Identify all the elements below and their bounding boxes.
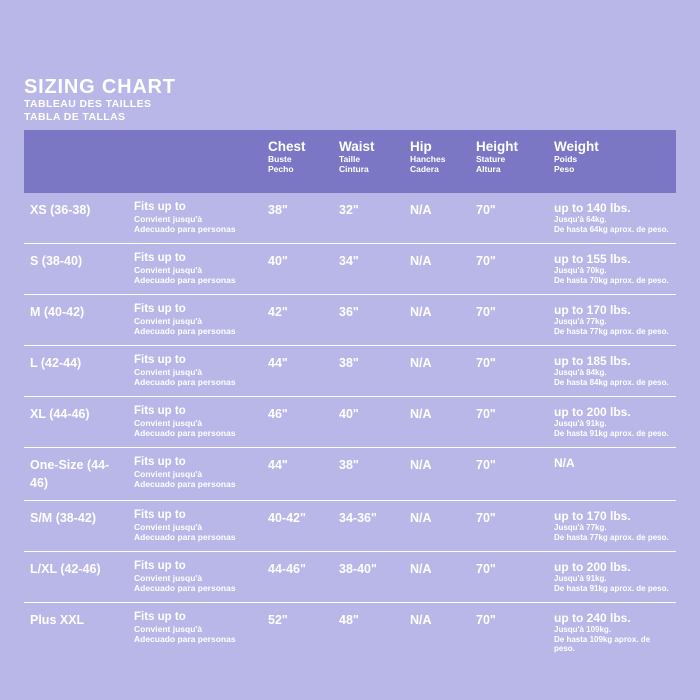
table-row: [24, 603, 676, 662]
weight-en: up to 185 lbs.: [554, 354, 631, 368]
fits-text-es: Adecuado para personas: [134, 326, 236, 336]
cell-hip-value: N/A: [410, 407, 432, 421]
weight-en: up to 140 lbs.: [554, 201, 631, 215]
cell-chest-value: 44": [268, 458, 288, 472]
table-row: [24, 448, 676, 501]
fits-text-es: Adecuado para personas: [134, 583, 236, 593]
cell-chest: [262, 193, 333, 244]
weight-en: up to 170 lbs.: [554, 303, 631, 317]
cell-waist: [333, 501, 404, 552]
cell-hip-value: N/A: [410, 203, 432, 217]
cell-fits-up-to: [128, 244, 262, 295]
weight-en: up to 200 lbs.: [554, 560, 631, 574]
cell-hip: [404, 552, 470, 603]
cell-weight: [548, 552, 676, 603]
weight-fr: Jusqu'à 91kg.: [554, 574, 607, 583]
weight-es: De hasta 91kg aprox. de peso.: [554, 428, 669, 438]
cell-height: [470, 603, 548, 662]
cell-height: [470, 244, 548, 295]
weight-es: De hasta 64kg aprox. de peso.: [554, 224, 669, 234]
table-row: [24, 397, 676, 448]
cell-size: [24, 295, 128, 346]
weight-en: up to 240 lbs.: [554, 611, 631, 625]
cell-height-value: 70": [476, 356, 496, 370]
size-label: Plus XXL: [30, 613, 85, 627]
sizing-table: [24, 130, 676, 662]
cell-waist-value: 38-40": [339, 562, 377, 576]
cell-weight: [548, 193, 676, 244]
fits-text-fr: Convient jusqu'à: [134, 367, 203, 377]
column-header-hip: Hip Hanches Cadera: [404, 130, 470, 193]
size-label: S/M (38-42): [30, 511, 96, 525]
cell-waist: [333, 552, 404, 603]
fits-text-es: Adecuado para personas: [134, 532, 236, 542]
cell-hip-value: N/A: [410, 562, 432, 576]
column-header-weight: Weight Poids Peso: [548, 130, 676, 193]
cell-chest-value: 46": [268, 407, 288, 421]
cell-height: [470, 193, 548, 244]
fits-text-en: Fits up to: [134, 252, 186, 264]
cell-height: [470, 346, 548, 397]
cell-chest-value: 52": [268, 613, 288, 627]
fits-text-en: Fits up to: [134, 303, 186, 315]
size-label: L/XL (42-46): [30, 562, 101, 576]
fits-text-fr: Convient jusqu'à: [134, 522, 203, 532]
fits-text-es: Adecuado para personas: [134, 275, 236, 285]
size-label: M (40-42): [30, 305, 85, 319]
weight-en: up to 170 lbs.: [554, 509, 631, 523]
cell-hip-value: N/A: [410, 458, 432, 472]
cell-hip: [404, 193, 470, 244]
fits-text-en: Fits up to: [134, 405, 186, 417]
table-row: [24, 295, 676, 346]
chart-title-block: [18, 62, 682, 130]
fits-text-en: Fits up to: [134, 456, 186, 468]
cell-waist: [333, 193, 404, 244]
cell-hip-value: N/A: [410, 305, 432, 319]
cell-chest: [262, 244, 333, 295]
cell-size: [24, 193, 128, 244]
cell-weight: [548, 448, 676, 501]
weight-es: De hasta 77kg aprox. de peso.: [554, 532, 669, 542]
cell-fits-up-to: [128, 193, 262, 244]
cell-fits-up-to: [128, 346, 262, 397]
cell-height-value: 70": [476, 613, 496, 627]
weight-fr: Jusqu'à 77kg.: [554, 317, 607, 326]
table-row: [24, 193, 676, 244]
fits-text-es: Adecuado para personas: [134, 428, 236, 438]
cell-hip: [404, 346, 470, 397]
cell-size: [24, 603, 128, 662]
cell-waist: [333, 346, 404, 397]
cell-hip-value: N/A: [410, 613, 432, 627]
cell-chest: [262, 552, 333, 603]
cell-waist: [333, 448, 404, 501]
cell-height-value: 70": [476, 458, 496, 472]
column-header-size: [24, 130, 128, 193]
cell-height-value: 70": [476, 254, 496, 268]
cell-chest-value: 42": [268, 305, 288, 319]
cell-chest: [262, 397, 333, 448]
cell-weight: [548, 346, 676, 397]
cell-chest: [262, 295, 333, 346]
fits-text-fr: Convient jusqu'à: [134, 624, 203, 634]
cell-chest: [262, 346, 333, 397]
cell-hip: [404, 501, 470, 552]
table-row: [24, 346, 676, 397]
cell-chest-value: 44": [268, 356, 288, 370]
cell-hip-value: N/A: [410, 254, 432, 268]
cell-waist-value: 34-36": [339, 511, 377, 525]
size-label: XS (36-38): [30, 203, 91, 217]
cell-weight: [548, 501, 676, 552]
cell-fits-up-to: [128, 295, 262, 346]
weight-es: De hasta 70kg aprox. de peso.: [554, 275, 669, 285]
fits-text-fr: Convient jusqu'à: [134, 265, 203, 275]
column-header-height: Height Stature Altura: [470, 130, 548, 193]
cell-waist: [333, 295, 404, 346]
fits-text-fr: Convient jusqu'à: [134, 469, 203, 479]
fits-text-en: Fits up to: [134, 560, 186, 572]
column-header-waist: Waist Taille Cintura: [333, 130, 404, 193]
cell-chest: [262, 603, 333, 662]
size-label: L (42-44): [30, 356, 82, 370]
cell-height-value: 70": [476, 407, 496, 421]
cell-hip: [404, 244, 470, 295]
cell-weight: [548, 397, 676, 448]
fits-text-en: Fits up to: [134, 354, 186, 366]
weight-es: De hasta 109kg aprox. de peso.: [554, 634, 651, 653]
size-label: One-Size (44-46): [30, 458, 110, 490]
cell-waist: [333, 397, 404, 448]
size-label: XL (44-46): [30, 407, 90, 421]
cell-weight: [548, 244, 676, 295]
cell-waist-value: 48": [339, 613, 359, 627]
fits-text-es: Adecuado para personas: [134, 479, 236, 489]
cell-height: [470, 448, 548, 501]
cell-hip: [404, 603, 470, 662]
cell-height: [470, 295, 548, 346]
cell-height-value: 70": [476, 305, 496, 319]
cell-waist-value: 38": [339, 458, 359, 472]
fits-text-en: Fits up to: [134, 611, 186, 623]
cell-waist: [333, 603, 404, 662]
cell-waist-value: 36": [339, 305, 359, 319]
cell-height: [470, 501, 548, 552]
cell-hip: [404, 448, 470, 501]
weight-en: N/A: [554, 456, 575, 470]
cell-chest-value: 38": [268, 203, 288, 217]
table-row: [24, 501, 676, 552]
fits-text-en: Fits up to: [134, 201, 186, 213]
cell-size: [24, 552, 128, 603]
cell-size: [24, 397, 128, 448]
size-label: S (38-40): [30, 254, 83, 268]
weight-es: De hasta 91kg aprox. de peso.: [554, 583, 669, 593]
cell-hip-value: N/A: [410, 356, 432, 370]
cell-waist: [333, 244, 404, 295]
cell-chest: [262, 448, 333, 501]
cell-hip: [404, 397, 470, 448]
cell-waist-value: 32": [339, 203, 359, 217]
cell-size: [24, 346, 128, 397]
cell-height-value: 70": [476, 511, 496, 525]
weight-fr: Jusqu'à 91kg.: [554, 419, 607, 428]
weight-es: De hasta 84kg aprox. de peso.: [554, 377, 669, 387]
cell-fits-up-to: [128, 603, 262, 662]
cell-weight: [548, 603, 676, 662]
fits-text-es: Adecuado para personas: [134, 224, 236, 234]
page-subtitle-es: TABLA DE TALLAS: [24, 111, 126, 123]
cell-waist-value: 34": [339, 254, 359, 268]
fits-text-es: Adecuado para personas: [134, 377, 236, 387]
weight-fr: Jusqu'à 84kg.: [554, 368, 607, 377]
cell-hip-value: N/A: [410, 511, 432, 525]
cell-height: [470, 397, 548, 448]
weight-en: up to 200 lbs.: [554, 405, 631, 419]
weight-fr: Jusqu'à 77kg.: [554, 523, 607, 532]
cell-chest: [262, 501, 333, 552]
cell-fits-up-to: [128, 448, 262, 501]
table-row: [24, 244, 676, 295]
page-title: SIZING CHART: [24, 76, 176, 98]
cell-fits-up-to: [128, 397, 262, 448]
column-header-chest: Chest Buste Pecho: [262, 130, 333, 193]
cell-size: [24, 244, 128, 295]
cell-weight: [548, 295, 676, 346]
fits-text-fr: Convient jusqu'à: [134, 316, 203, 326]
cell-chest-value: 40-42": [268, 511, 306, 525]
cell-fits-up-to: [128, 501, 262, 552]
fits-text-es: Adecuado para personas: [134, 634, 236, 644]
sizing-chart-card: [18, 62, 682, 653]
page-subtitle-fr: TABLEAU DES TAILLES: [24, 98, 152, 110]
cell-height-value: 70": [476, 562, 496, 576]
column-header-fits: [128, 130, 262, 193]
cell-hip: [404, 295, 470, 346]
cell-chest-value: 44-46": [268, 562, 306, 576]
weight-en: up to 155 lbs.: [554, 252, 631, 266]
fits-text-en: Fits up to: [134, 509, 186, 521]
cell-size: [24, 448, 128, 501]
cell-fits-up-to: [128, 552, 262, 603]
fits-text-fr: Convient jusqu'à: [134, 214, 203, 224]
cell-chest-value: 40": [268, 254, 288, 268]
weight-fr: Jusqu'à 109kg.: [554, 625, 612, 634]
cell-size: [24, 501, 128, 552]
fits-text-fr: Convient jusqu'à: [134, 573, 203, 583]
weight-fr: Jusqu'à 70kg.: [554, 266, 607, 275]
fits-text-fr: Convient jusqu'à: [134, 418, 203, 428]
cell-height-value: 70": [476, 203, 496, 217]
weight-es: De hasta 77kg aprox. de peso.: [554, 326, 669, 336]
weight-fr: Jusqu'à 64kg.: [554, 215, 607, 224]
table-header-row: [24, 130, 676, 193]
cell-waist-value: 40": [339, 407, 359, 421]
cell-waist-value: 38": [339, 356, 359, 370]
cell-height: [470, 552, 548, 603]
table-row: [24, 552, 676, 603]
